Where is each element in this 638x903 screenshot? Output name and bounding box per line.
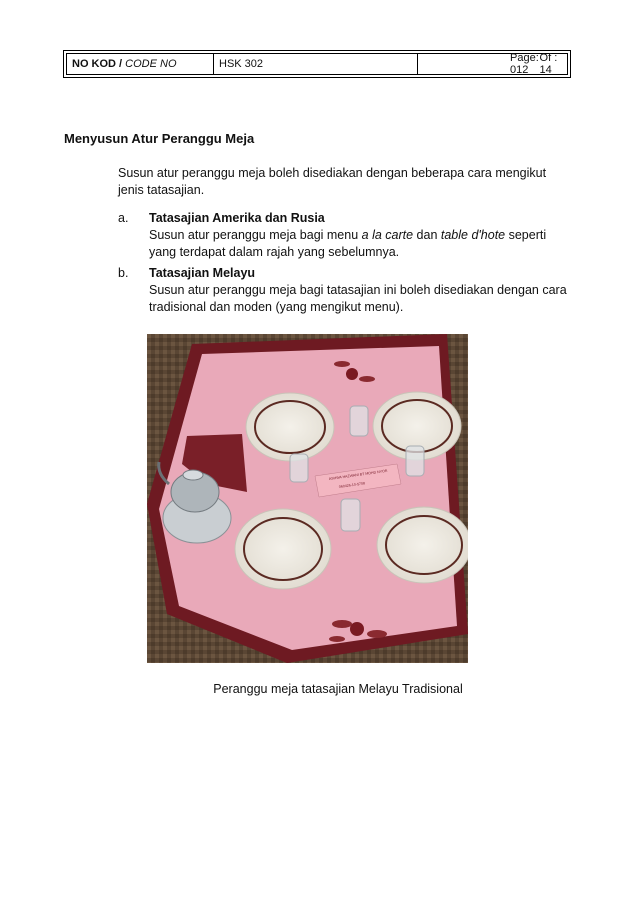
page-total: Of : 14	[539, 52, 558, 76]
code-label: NO KOD /	[72, 58, 126, 70]
list-marker: a.	[118, 211, 129, 225]
list-item-body: Susun atur peranggu meja bagi tatasajian ini boleh disediakan dengan cara tradisional dan moden (yang mengikut menu).	[149, 283, 567, 314]
plate-bottom-left	[235, 509, 331, 589]
page-cell	[418, 54, 567, 74]
code-value: HSK 302	[219, 58, 264, 70]
list-marker: b.	[118, 266, 129, 280]
list-item-a	[118, 210, 573, 261]
table-setting-photo	[147, 334, 468, 663]
glass	[350, 406, 368, 436]
document-header-table	[66, 53, 568, 75]
page-number: Page: 012	[510, 52, 539, 76]
section-title: Menyusun Atur Peranggu Meja	[64, 131, 255, 146]
glass	[341, 499, 360, 531]
code-label-italic: CODE NO	[125, 58, 177, 70]
code-value-cell	[214, 54, 418, 74]
list-item-body: Susun atur peranggu meja bagi menu a la carte dan table d'hote seperti yang terdapat dalam rajah yang sebelumnya.	[149, 228, 547, 259]
glass	[406, 446, 424, 476]
list-item-heading: Tatasajian Amerika dan Rusia	[149, 211, 325, 225]
list-item-b	[118, 265, 573, 316]
photo-caption: Peranggu meja tatasajian Melayu Tradisional	[213, 682, 463, 696]
code-label-cell	[67, 54, 214, 74]
glass	[290, 454, 308, 482]
intro-paragraph: Susun atur peranggu meja boleh disediakan dengan beberapa cara mengikut jenis tatasajian.	[118, 166, 547, 197]
list-item-heading: Tatasajian Melayu	[149, 266, 256, 280]
plate-top-left	[246, 393, 334, 461]
svg-text:ASHWA HAZWANI BT MOHD NYOR: ASHWA HAZWANI BT MOHD NYOR	[328, 468, 388, 481]
svg-text:060426-10-5708: 060426-10-5708	[338, 481, 366, 489]
plate-bottom-right	[377, 507, 468, 583]
